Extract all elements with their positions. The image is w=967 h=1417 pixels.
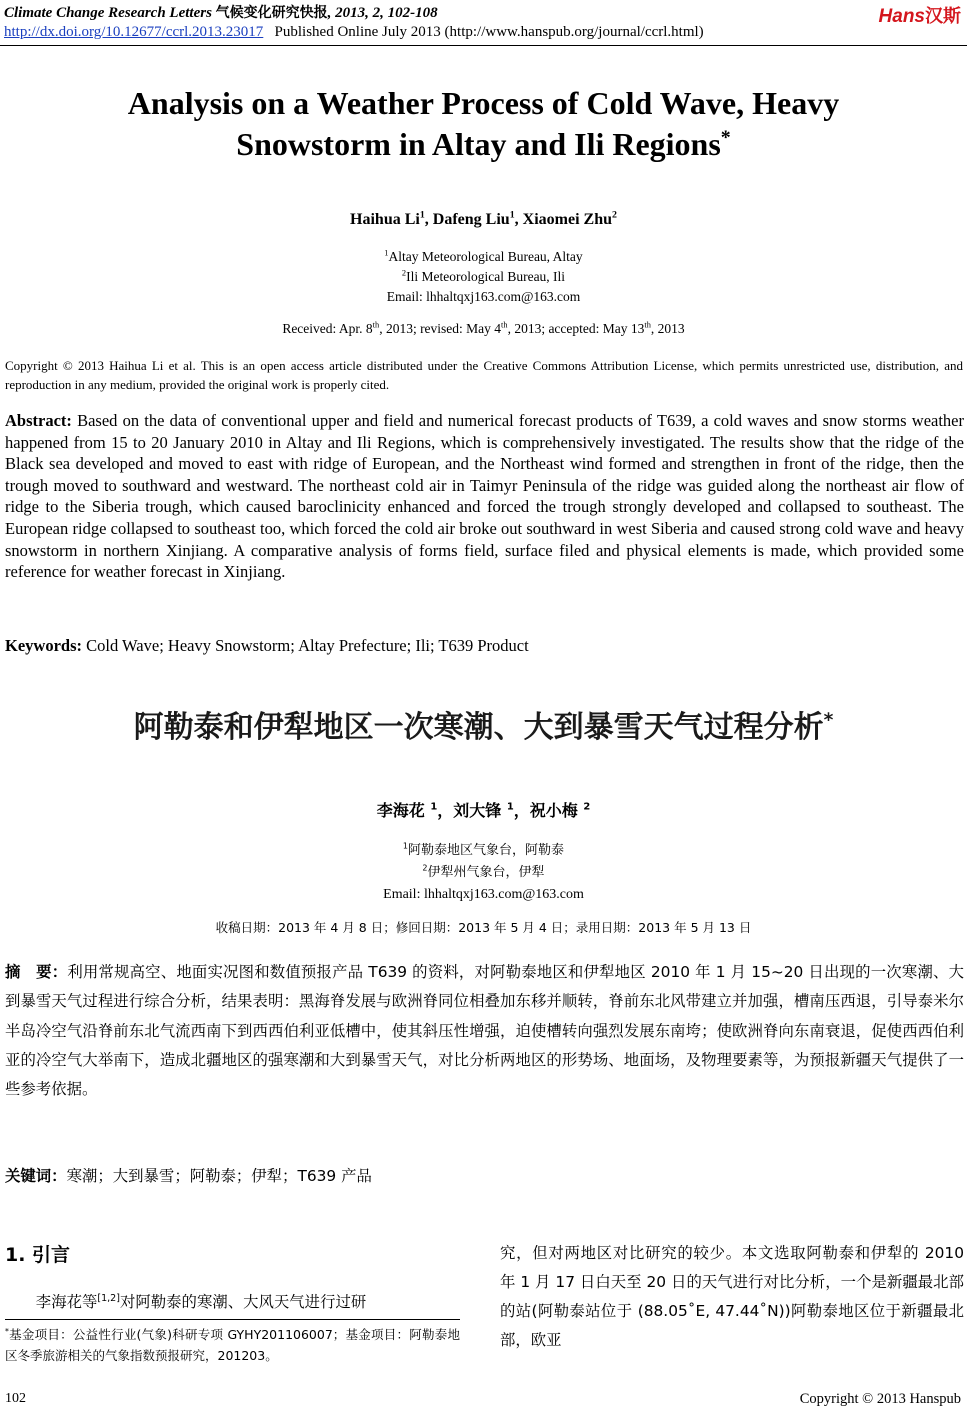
title-footnote-mark: * [720, 126, 731, 149]
title-line-1: Analysis on a Weather Process of Cold Wave, Heavy [127, 85, 840, 121]
author-cn: 祝小梅 $^2$ [529, 801, 591, 820]
author-cn: 李海花 $^1$ [376, 801, 438, 820]
title-line-2: Snowstorm in Altay and Ili Regions* [236, 126, 731, 162]
abstract-label: Abstract: [5, 411, 72, 430]
affiliations-cn [0, 840, 967, 906]
citation-ref[interactable]: [1,2] [97, 1292, 120, 1304]
abstract-cn-body: 利用常规高空、地面实况图和数值预报产品 T639 的资料，对阿勒泰地区和伊犁地区 2010 年 1 月 15~20 日出现的一次寒潮、大到暴雪天气过程进行综合分析，结果表明：黑海脊发展与欧洲脊同位相叠加东移并顺转，脊前东北风带建立并加强，槽南压西退，引导泰米尔半岛冷空气沿脊前东北气流西南下到西西伯利亚低槽中，使其斜压性增强，迫使槽转向强烈发展东南垮；使欧洲脊向东南衰退，促使西西伯利亚的冷空气大举南下，造成北疆地区的强寒潮和大到暴雪天气，对比分析两地区的形势场、地面场，及物理要素等，为预报新疆天气提供了一些参考依据。 [5, 963, 964, 1099]
footnote-divider [5, 1319, 460, 1320]
page-number: 102 [5, 1391, 26, 1406]
publication-info [4, 24, 704, 41]
abstract-cn [5, 958, 964, 1104]
keywords-body: Cold Wave; Heavy Snowstorm; Altay Prefecture; Ili; T639 Product [82, 636, 529, 655]
journal-name: Climate Change Research Letters [4, 5, 212, 21]
title-cn-footnote-mark: * [823, 710, 834, 731]
keywords-cn-body: 寒潮；大到暴雪；阿勒泰；伊犁；T639 产品 [66, 1167, 372, 1185]
keywords-cn-label: 关键词： [5, 1167, 67, 1185]
intro-left-column: 李海花等[1,2]对阿勒泰的寒潮、大风天气进行过研 [35, 1292, 367, 1311]
copyright-notice: Copyright © 2013 Haihua Li et al. This is an open access article distributed under the Creative Commons Attribution License, which permits unrestricted use, distribution, and reproduction in any medium, provided the original work is properly cited. [5, 358, 963, 392]
author: Xiaomei Zhu$^2$ [522, 209, 617, 228]
affiliation-cn: $^1$阿勒泰地区气象台，阿勒泰 [402, 841, 565, 858]
article-dates: Received: Apr. 8th, 2013; revised: May 4th, 2013; accepted: May 13th, 2013 [282, 320, 685, 336]
funding-footnote: *基金项目：公益性行业(气象)科研专项 GYHY201106007；基金项目：阿勒泰地区冬季旅游相关的气象指数预报研究，201203。 [5, 1326, 460, 1363]
affiliation-cn: $^2$伊犁州气象台，伊犁 [422, 863, 545, 880]
affiliation: $^2$Ili Meteorological Bureau, Ili [401, 268, 566, 284]
article-dates-cn: 收稿日期：2013 年 4 月 8 日；修回日期：2013 年 5 月 4 日；录用日期：2013 年 5 月 13 日 [215, 920, 752, 935]
author-email-cn: Email: lhhaltqxj163.com@163.com [383, 887, 584, 902]
author-list-cn: 李海花 $^1$，刘大锋 $^1$，祝小梅 $^2$ [376, 801, 591, 820]
affiliations-en [0, 247, 967, 307]
logo-latin: Hans [878, 6, 925, 27]
journal-name-cn: 气候变化研究快报 [215, 5, 328, 21]
section-heading-intro: 1. 引言 [5, 1244, 71, 1266]
publisher-logo [879, 2, 961, 28]
author-cn: 刘大锋 $^1$ [453, 801, 514, 820]
abstract-body: Based on the data of conventional upper and field and numerical forecast products of T639, a cold waves and snow storms weather happened from 15 to 20 January 2010 in Altay and Ili Regions, which is comprehensively investigated. The results show that the ridge of the Black sea developed and moved to east with ridge of European, and the Northeast wind formed and strengthen in front of the ridge, then the trough moved to southward and westward. The northeast cold air in Taimyr Peninsula of the ridge was guided along the northeast air flow of ridge to the Siberia trough, which caused baroclinicity enhanced and forced the trough strongly developed and collapsed to southeast. The European ridge collapsed to southeast too, which forced the cold air broke out southward in west Siberia and caused strong cold wave and heavy snowstorm in northern Xinjiang. A comparative analysis of forms field, surface filed and physical elements is made, which provided some reference for weather forecast in Xinjiang. [5, 411, 964, 582]
affiliation: $^1$Altay Meteorological Bureau, Altay [384, 248, 583, 264]
author: Haihua Li$^1$ [350, 209, 425, 228]
author-list-en: Haihua Li$^1$, Dafeng Liu$^1$, Xiaomei Zhu$^2$ [350, 209, 617, 228]
logo-cn: 汉斯 [925, 6, 961, 27]
paper-title-cn: 阿勒泰和伊犁地区一次寒潮、大到暴雪天气过程分析* [133, 710, 834, 745]
keywords-en [5, 636, 964, 656]
doi-link[interactable]: http://dx.doi.org/10.12677/ccrl.2013.23017 [4, 24, 264, 40]
published-online: Published Online July 2013 (http://www.hanspub.org/journal/ccrl.html) [274, 24, 704, 40]
keywords-cn [5, 1164, 964, 1186]
keywords-label: Keywords: [5, 636, 82, 655]
paper-title-en [40, 83, 927, 165]
abstract-en [5, 410, 964, 583]
intro-right-column: 究，但对两地区对比研究的较少。本文选取阿勒泰和伊犁的 2010 年 1 月 17 日白天至 20 日的天气进行对比分析，一个是新疆最北部的站(阿勒泰站位于 (88.05˚E, 47.44˚N))阿勒泰地区位于新疆最北部，欧亚 [500, 1244, 964, 1349]
author-email: Email: lhhaltqxj163.com@163.com [386, 289, 581, 304]
journal-header [4, 2, 438, 22]
journal-citation: , 2013, 2, 102-108 [327, 5, 438, 21]
abstract-cn-label: 摘 要： [5, 963, 68, 981]
footer-copyright: Copyright © 2013 Hanspub [799, 1391, 961, 1407]
header-divider [0, 45, 967, 46]
author: Dafeng Liu$^1$ [432, 209, 515, 228]
